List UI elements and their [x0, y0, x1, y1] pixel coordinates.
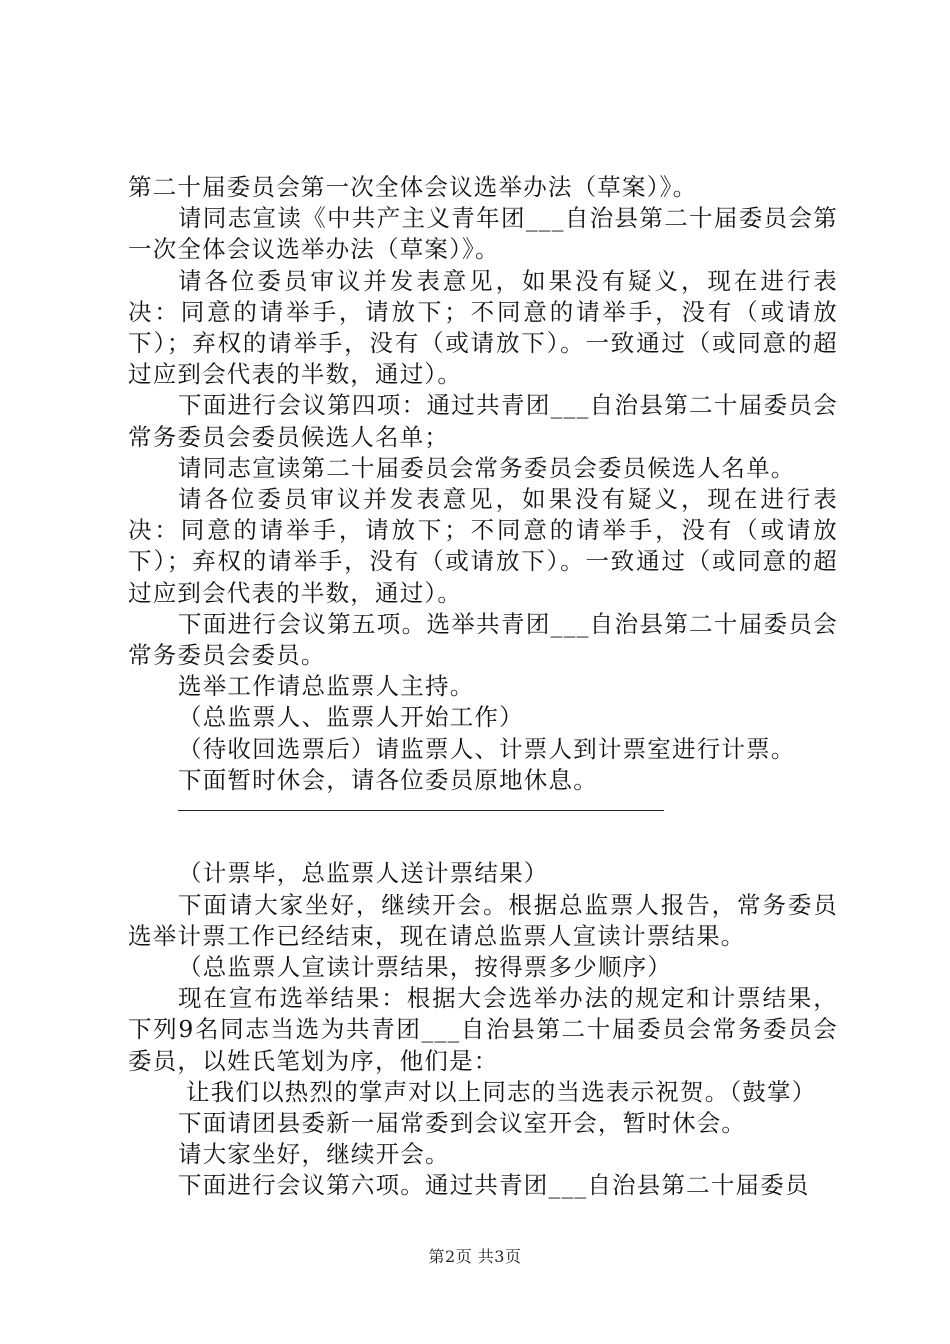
paragraph: （计票毕，总监票人送计票结果）	[178, 859, 549, 888]
paragraph: 请同志宣读《中共产主义青年团___自治县第二十届委员会第一次全体会议选举办法（草案）》。	[128, 204, 838, 264]
paragraph: 请各位委员审议并发表意见，如果没有疑义，现在进行表决：同意的请举手，请放下；不同意的请举手，没有（或请放下）；弃权的请举手，没有（或请放下）。一致通过（或同意的超过应到会代表的半数，通过）。	[128, 266, 838, 389]
paragraph: （待收回选票后）请监票人、计票人到计票室进行计票。	[178, 734, 796, 763]
separator-spacer	[128, 827, 838, 858]
paragraph: 下面进行会议第四项：通过共青团___自治县第二十届委员会常务委员会委员候选人名单；	[128, 391, 838, 451]
separator-line	[178, 810, 664, 811]
paragraph: 现在宣布选举结果：根据大会选举办法的规定和计票结果，下列9名同志当选为共青团___自治县第二十届委员会常务委员会委员，以姓氏笔划为序，他们是：	[128, 984, 838, 1075]
paragraph: 下面请团县委新一届常委到会议室开会，暂时休会。	[178, 1109, 747, 1138]
page-footer: 第2页 共3页	[428, 1247, 522, 1266]
paragraph: （总监票人宣读计票结果，按得票多少顺序）	[178, 953, 672, 982]
paragraph: （总监票人、监票人开始工作）	[178, 703, 524, 732]
section-separator	[178, 796, 664, 827]
paragraph-group-after	[128, 858, 838, 1201]
paragraph: 请各位委员审议并发表意见，如果没有疑义，现在进行表决：同意的请举手，请放下；不同意的请举手，没有（或请放下）；弃权的请举手，没有（或请放下）。一致通过（或同意的超过应到会代表的半数，通过）。	[128, 485, 838, 607]
paragraph: 下面进行会议第六项。通过共青团___自治县第二十届委员	[178, 1171, 810, 1200]
paragraph-group-before	[128, 172, 838, 796]
paragraph: 让我们以热烈的掌声对以上同志的当选表示祝贺。（鼓掌）	[186, 1077, 817, 1106]
paragraph: 选举工作请总监票人主持。	[178, 672, 475, 701]
paragraph: 请大家坐好，继续开会。	[178, 1140, 450, 1169]
paragraph: 第二十届委员会第一次全体会议选举办法（草案）》。	[128, 173, 698, 201]
document-body	[128, 172, 838, 1202]
paragraph: 下面暂时休会，请各位委员原地休息。	[178, 765, 598, 794]
paragraph: 请同志宣读第二十届委员会常务委员会委员候选人名单。	[178, 453, 796, 482]
paragraph: 下面请大家坐好，继续开会。根据总监票人报告，常务委员选举计票工作已经结束，现在请总监票人宣读计票结果。	[128, 890, 838, 950]
paragraph: 下面进行会议第五项。选举共青团___自治县第二十届委员会常务委员会委员。	[128, 609, 838, 670]
